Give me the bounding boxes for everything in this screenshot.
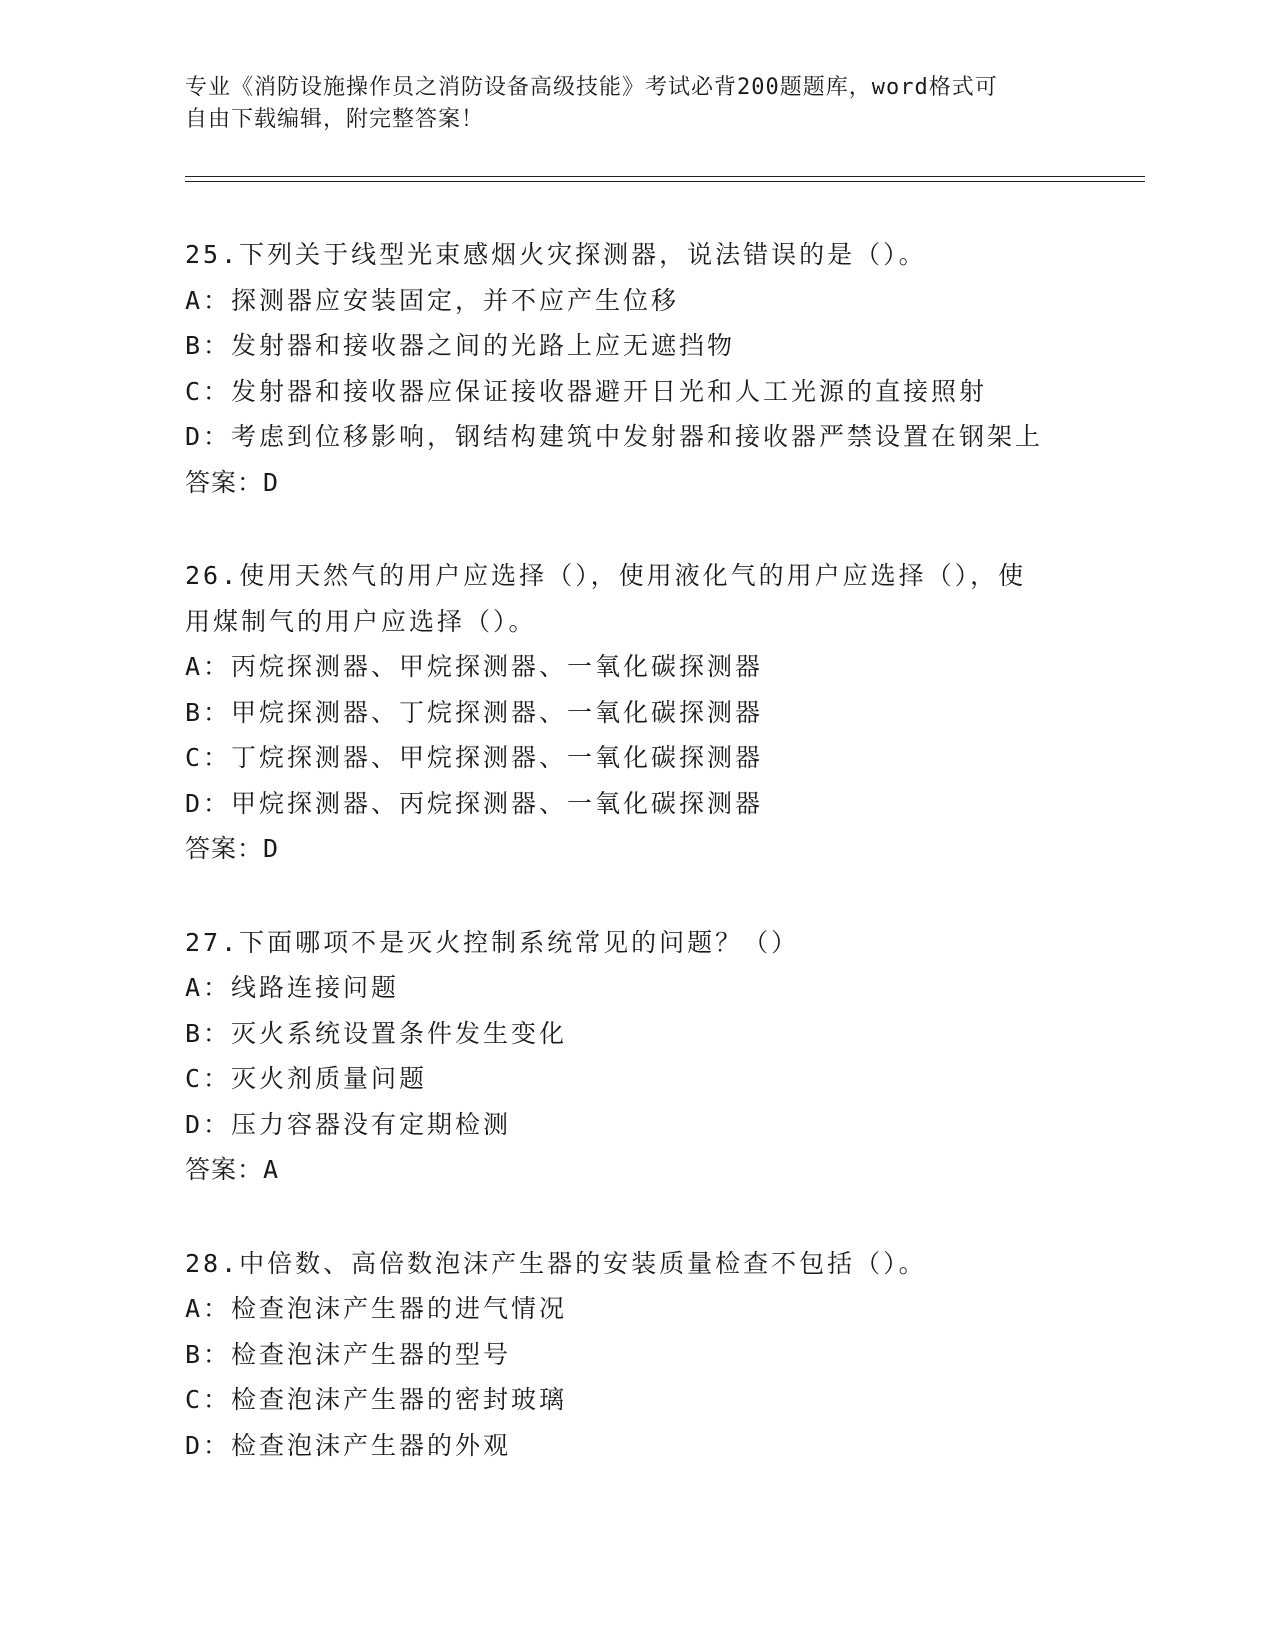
option-a: A：探测器应安装固定，并不应产生位移 — [185, 285, 680, 315]
header-title-line-2: 自由下载编辑，附完整答案！ — [185, 107, 485, 132]
answer-line: 答案：A — [185, 1155, 280, 1184]
option-c: C：丁烷探测器、甲烷探测器、一氧化碳探测器 — [185, 743, 764, 772]
question-27 — [185, 920, 1085, 1193]
answer-line: 答案：D — [185, 834, 280, 863]
option-a: A：线路连接问题 — [185, 973, 400, 1002]
option-b: B：发射器和接收器之间的光路上应无遮挡物 — [185, 331, 736, 360]
option-b: B：检查泡沫产生器的型号 — [185, 1339, 512, 1369]
question-26 — [185, 553, 1085, 872]
header-divider-bottom — [185, 181, 1145, 182]
document-header — [185, 72, 1085, 136]
question-stem: 26.使用天然气的用户应选择（），使用液化气的用户应选择（），使 — [185, 561, 1027, 590]
question-list — [185, 232, 1085, 1516]
option-b: B：灭火系统设置条件发生变化 — [185, 1018, 568, 1048]
option-d: D：甲烷探测器、丙烷探测器、一氧化碳探测器 — [185, 788, 764, 818]
question-stem-continued: 用煤制气的用户应选择（）。 — [185, 606, 537, 636]
answer-line: 答案：D — [185, 467, 280, 497]
option-a: A：丙烷探测器、甲烷探测器、一氧化碳探测器 — [185, 652, 764, 681]
option-a: A：检查泡沫产生器的进气情况 — [185, 1294, 568, 1323]
question-stem: 28.中倍数、高倍数泡沫产生器的安装质量检查不包括（）。 — [185, 1248, 927, 1278]
option-d: D：压力容器没有定期检测 — [185, 1109, 512, 1139]
option-d: D：考虑到位移影响，钢结构建筑中发射器和接收器严禁设置在钢架上 — [185, 422, 1044, 451]
header-title-line-1: 专业《消防设施操作员之消防设备高级技能》考试必背200题题库，word格式可 — [185, 75, 998, 100]
question-stem: 27.下面哪项不是灭火控制系统常见的问题？（） — [185, 927, 800, 957]
option-c: C：检查泡沫产生器的密封玻璃 — [185, 1385, 568, 1414]
option-d: D：检查泡沫产生器的外观 — [185, 1430, 512, 1460]
question-stem: 25.下列关于线型光束感烟火灾探测器，说法错误的是（）。 — [185, 240, 927, 269]
header-divider-top — [185, 176, 1145, 177]
question-28 — [185, 1241, 1085, 1469]
option-c: C：发射器和接收器应保证接收器避开日光和人工光源的直接照射 — [185, 376, 988, 406]
question-25 — [185, 232, 1085, 505]
option-c: C：灭火剂质量问题 — [185, 1064, 428, 1093]
option-b: B：甲烷探测器、丁烷探测器、一氧化碳探测器 — [185, 697, 764, 727]
